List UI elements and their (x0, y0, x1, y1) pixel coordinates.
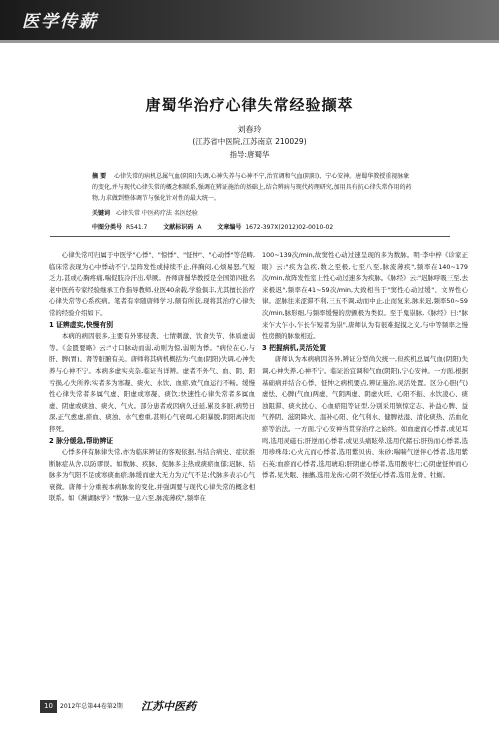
body-column-right (262, 250, 468, 482)
section-banner (0, 0, 499, 40)
author-affiliation: (江苏省中医院,江苏南京 210029) (192, 137, 307, 146)
article-title: 唐蜀华治疗心律失常经验撷萃 (145, 96, 354, 114)
doc-code-value: A (197, 224, 202, 231)
keywords-label: 关键词 (92, 210, 111, 217)
abstract-text: 心律失常的病机总属气血(阴阳)失调,心神失养与心神不宁,治宜调和气血(阴阳)、宁心安神。唐蜀华教授重视脉象的变化,并与现代心律失常的概念相联系,强调在辨证施治的基础上,结合辨病与现代药理研究,加用具有抗心律失常作用的药物,力求做到整体调节与强化针对性的最大统一。 (92, 173, 412, 202)
class-label: 中图分类号 (92, 224, 123, 231)
abstract-label: 摘 要 (92, 173, 107, 180)
doc-code-label: 文献标识码 (163, 224, 194, 231)
page-number: 10 (40, 700, 57, 713)
body-column-left (49, 250, 255, 505)
abstract (92, 171, 412, 204)
journal-name: 江苏中医药 (141, 700, 196, 713)
mentor-line: 指导:唐蜀华 (229, 150, 270, 159)
section-2-paragraph: 心悸多伴有脉律失常,亦为临床辨证的客观依据,当结合病史、症状推断脉症从舍,以防谬误。如数脉、疾脉、促脉多主热或痰瘀血郁;迟脉、结脉多为气阳不足或寒痰血瘀;脉缓而虚大无力为元气不足;代脉多表示心气衰微。唐师十分重视本病脉象的变化,并强调要与现代心律失常的概念相联系。如《濒湖脉学》"数脉一息六至,脉流薄疾",频率在 (49, 448, 255, 503)
article-author: 刘春玲 (237, 125, 262, 134)
header-divider (50, 236, 450, 237)
issue-info: 2012年总第44卷第2期 (60, 703, 123, 710)
banner-stripe (0, 40, 499, 43)
section-heading-1: 1 证辨虚实,快慢有别 (49, 320, 114, 329)
class-value: R541.7 (126, 224, 148, 231)
keywords (92, 208, 412, 217)
section-heading-2: 2 脉分缓急,帮助辨证 (49, 436, 114, 445)
banner-label: 医学传薪 (22, 12, 98, 32)
keywords-text: 心律失常 中医药疗法 名医经验 (116, 210, 198, 217)
section-3-paragraph: 唐师认为本病病因各异,辨证分型尚欠统一,但疾机总属气血(阴阳)失调,心神失养,心神不宁。临证治宜调和气血(阴阳),宁心安神。一方面,根据基础病并结合心悸、怔忡之病机要点,辨证施治,灵活处置。区分心胆(气)虚怯、心脾(气血)两虚、气阴两虚、阴虚火旺、心阳不振、水饮凌心、痰浊阻滞、痰火扰心、心血瘀阻等证型,分别采用镇惊定志、补益心脾、益气养阴、滋阴降火、温补心阳、化气利水、健脾祛湿、清化痰热、活血化瘀等治法。一方面,宁心安神当贯穿治疗之始终。如血虚而心悸者,或见耳鸣,选用灵磁石;肝逆而心悸者,或见头痛眩晕,选用代赭石;肝热而心悸者,选用珍珠母;心火亢而心悸者,选用紫贝齿、朱砂;喘喘气逆伴心悸者,选用紫石英;血瘀而心悸者,选用琥珀;肝阴虚心悸者,选用酸枣仁;心阴虚怔忡而心悸者,见失眠、抽搐,选用龙齿;心阴不敛怔心悸者,选用龙骨、牡蛎。 (262, 355, 468, 480)
article-number-value: 1672-397X(2012)02-0010-02 (245, 224, 334, 231)
article-number-label: 文章编号 (217, 224, 242, 231)
classification-line (92, 222, 422, 231)
intro-paragraph: 心律失常可归属于中医学"心悸"、"惊悸"、"怔忡"、"心动悸"等范畴,临床常表现为心中悸动不宁,呈阵发性或持续不止,伴胸闷,心烦易怒,气短乏力,甚或心胸疼痛,喘促肢冷汗出,晕厥。吾师唐蜀华教授是全国第四批名老中医药专家经验继承工作指导教师,业医40余载,学验俱丰,尤其擅长治疗心律失常等心系疾病。笔者有幸随唐师学习,颇有所获,现将其治疗心律失常的经验介绍如下。 (49, 251, 255, 317)
section-2-continued: 100~139次/min,故窦性心动过速呈现的多为数脉。明·李中梓《诊家正眼》云:"疾为急疾,数之至极,七至八至,脉流薄疾",频率在140~179次/min,故阵发性室上性心动过速多为疾脉。《脉经》云:"迟脉呼吸三至,去来极迟",频率在41~59次/min,大致相当于"窦性心动过缓"、文界性心律。涩脉往来涩滞不利,三五不调,动而中止,止而复来,脉来迟,频率50~59次/min,脉形细,与频率缓慢的房颤极为类似。至于鬼祟脉,《脉经》曰:"脉来乍大乍小,乍长乍短者为祟",唐师认为有很难捉摸之义,与中等频率之慢性房颤的脉象相近。 (262, 251, 468, 341)
section-heading-3: 3 把握病机,灵活处置 (262, 343, 327, 352)
section-1-paragraph: 本病的病因很多,主要有外邪侵袭、七情刺激、饮食失节、体质虚弱等。《金匮要略》云:"寸口脉动而弱,动则为惊,弱则为悸。"病位在心,与肝、脾(胃)、肾等脏腑有关。唐师将其病机概括为:气血(阴阳)失调,心神失养与心神不宁。本病多虚实夹杂,临证当详辨。虚者不外气、血、阴、阳亏损,心失所养;实者多为寒凝、痰火、水饮、血瘀,致气血运行不畅。缓慢性心律失常者多属气虚、阳虚或寒凝、痰饮;快速性心律失常者多属血虚、阴虚或痰浊、痰火、气火。部分患者或因病久迁延,累及多脏,病势日深,正气愈虚,瘀血、痰浊、水气愈重,甚则心气衰竭,心阳暴脱,阴阳离决而猝死。 (49, 332, 255, 433)
